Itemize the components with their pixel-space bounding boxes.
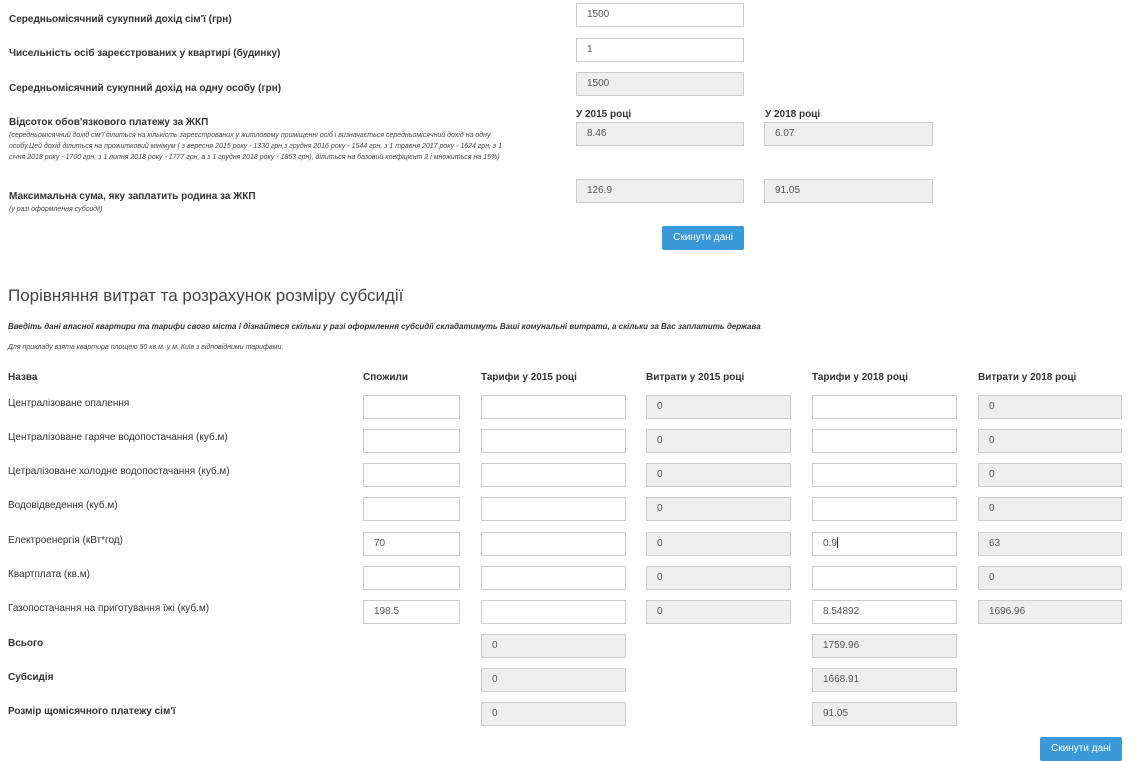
payment-2015-output: 0 xyxy=(481,702,626,726)
tariff-2018-input[interactable] xyxy=(812,429,957,453)
persons-input[interactable]: 1 xyxy=(576,38,744,62)
cost-2018-output: 0 xyxy=(978,429,1122,453)
tariff-2018-input[interactable] xyxy=(812,497,957,521)
percent-note-line-2: особу.Цей дохід ділиться на прожитковий мінімум ( з вересня 2015 року - 1330 грн,з грудня 2016 року - 1544 грн, з 1 травня 2017 року - 1624 грн, з 1 xyxy=(9,143,503,150)
max-payment-2015-output: 126.9 xyxy=(576,179,744,203)
consumed-input[interactable] xyxy=(363,395,460,419)
payment-2018-output: 91.05 xyxy=(812,702,957,726)
consumed-input[interactable] xyxy=(363,429,460,453)
cost-2015-output: 0 xyxy=(646,429,791,453)
year-2015-heading: У 2015 році xyxy=(576,109,632,120)
col-header-cost-2015: Витрати у 2015 році xyxy=(646,372,745,383)
cost-2018-output: 0 xyxy=(978,463,1122,487)
consumed-input[interactable] xyxy=(363,497,460,521)
section-intro: Введіть дані власної квартири та тарифи свого міста і дізнайтеся скільки у разі оформлення субсидії складатимуть Ваші комунальні витрати, а скільки за Вас заплатить держава xyxy=(8,322,761,331)
row-name: Централізоване гаряче водопостачання (куб.м) xyxy=(8,432,228,443)
section-title: Порівняння витрат та розрахунок розміру субсидії xyxy=(8,286,404,305)
cost-2015-output: 0 xyxy=(646,497,791,521)
tariff-2018-input[interactable] xyxy=(812,566,957,590)
year-2018-heading: У 2018 році xyxy=(765,109,821,120)
cost-2015-output: 0 xyxy=(646,463,791,487)
tariff-2015-input[interactable] xyxy=(481,532,626,556)
row-name: Водовідведення (куб.м) xyxy=(8,500,118,511)
col-header-name: Назва xyxy=(8,372,38,383)
subsidy-2015-output: 0 xyxy=(481,668,626,692)
total-2018-output: 1759.96 xyxy=(812,634,957,658)
consumed-input[interactable]: 198.5 xyxy=(363,600,460,624)
tariff-2018-input[interactable] xyxy=(812,463,957,487)
percent-label: Відсоток обов'язкового платежу за ЖКП xyxy=(9,117,209,128)
total-label: Всього xyxy=(8,638,44,649)
persons-label: Чисельність осіб зареєстрованих у квартирі (будинку) xyxy=(9,48,281,59)
row-name: Електроенергія (кВт*год) xyxy=(8,535,123,546)
col-header-tariff-2018: Тарифи у 2018 році xyxy=(812,372,908,383)
cost-2018-output: 0 xyxy=(978,497,1122,521)
cost-2018-output: 1696.96 xyxy=(978,600,1122,624)
row-name: Цетралізоване холодне водопостачання (куб.м) xyxy=(8,466,230,477)
tariff-2018-input[interactable] xyxy=(812,395,957,419)
col-header-cost-2018: Витрати у 2018 році xyxy=(978,372,1077,383)
cost-2015-output: 0 xyxy=(646,395,791,419)
consumed-input[interactable] xyxy=(363,566,460,590)
row-name: Квартплата (кв.м) xyxy=(8,569,90,580)
row-name: Газопостачання на приготування їжі (куб.м) xyxy=(8,603,210,614)
tariff-2018-input[interactable]: 8.54892 xyxy=(812,600,957,624)
cost-2018-output: 63 xyxy=(978,532,1122,556)
tariff-2015-input[interactable] xyxy=(481,497,626,521)
cost-2015-output: 0 xyxy=(646,600,791,624)
consumed-input[interactable]: 70 xyxy=(363,532,460,556)
tariff-2015-input[interactable] xyxy=(481,429,626,453)
section-example: Для прикладу взята квартира площею 50 кв.м. у м. Київ з відповідними тарифами. xyxy=(8,344,284,351)
per-person-income-output: 1500 xyxy=(576,72,744,96)
cost-2015-output: 0 xyxy=(646,566,791,590)
subsidy-label: Субсидія xyxy=(8,672,54,683)
col-header-tariff-2015: Тарифи у 2015 році xyxy=(481,372,577,383)
reset-bottom-button[interactable]: Скинути дані xyxy=(1040,737,1122,761)
tariff-2015-input[interactable] xyxy=(481,600,626,624)
total-2015-output: 0 xyxy=(481,634,626,658)
per-person-income-label: Середньомісячний сукупний дохід на одну особу (грн) xyxy=(9,83,282,94)
max-payment-note: (у разі оформлення субсидії) xyxy=(9,206,103,213)
percent-note-line-1: (середньомісячний дохід сім'ї ділиться на кількість зареєстрованих у житловому приміщенні осіб і визначається середньомісячний дохід на одну xyxy=(9,132,491,139)
tariff-2015-input[interactable] xyxy=(481,463,626,487)
tariff-2018-value: 0.9 xyxy=(823,538,837,549)
income-input[interactable]: 1500 xyxy=(576,3,744,27)
cost-2018-output: 0 xyxy=(978,566,1122,590)
monthly-payment-label: Розмір щомісячного платежу сім'ї xyxy=(8,706,176,717)
col-header-consumed: Спожили xyxy=(363,372,408,383)
max-payment-2018-output: 91.05 xyxy=(764,179,933,203)
percent-note-line-3: січня 2018 року - 1700 грн, з 1 липня 2018 року - 1777 грн, а з 1 грудня 2018 року - 1853 грн), ділиться на базовий коефіцієнт 2 і множиться на 15%) xyxy=(9,154,500,161)
max-payment-label: Максимальна сума, яку заплатить родина за ЖКП xyxy=(9,191,256,202)
percent-note xyxy=(9,130,549,163)
cost-2018-output: 0 xyxy=(978,395,1122,419)
tariff-2015-input[interactable] xyxy=(481,566,626,590)
consumed-input[interactable] xyxy=(363,463,460,487)
tariff-2018-input-focused[interactable] xyxy=(812,532,957,556)
tariff-2015-input[interactable] xyxy=(481,395,626,419)
subsidy-2018-output: 1668.91 xyxy=(812,668,957,692)
percent-2018-output: 6.07 xyxy=(764,122,933,146)
income-label: Середньомісячний сукупний дохід сім'ї (грн) xyxy=(9,14,232,25)
reset-top-button[interactable]: Скинути дані xyxy=(662,226,744,250)
row-name: Централізоване опалення xyxy=(8,398,130,409)
percent-2015-output: 8.46 xyxy=(576,122,744,146)
text-caret xyxy=(837,537,838,548)
cost-2015-output: 0 xyxy=(646,532,791,556)
